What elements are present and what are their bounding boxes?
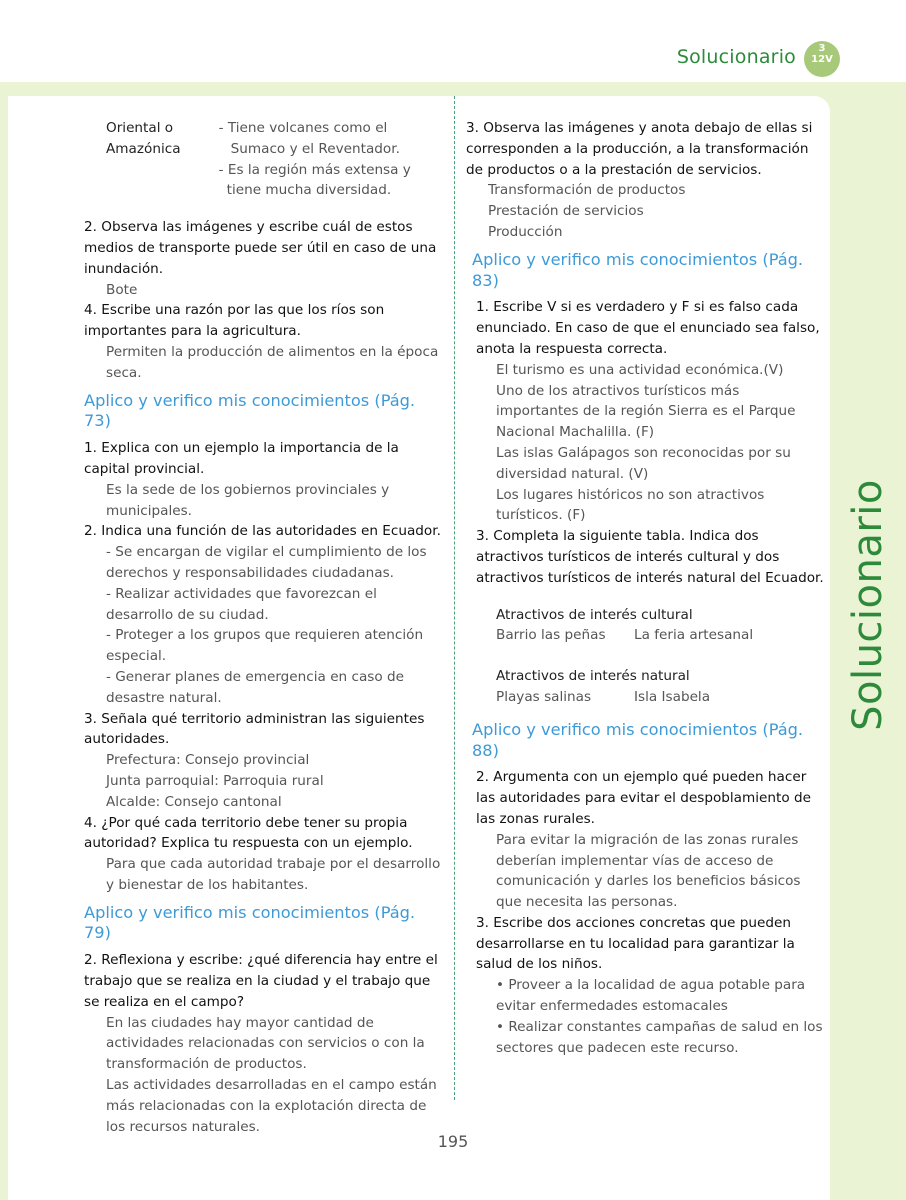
question: 2. Observa las imágenes y escribe cuál de estos medios de transporte puede ser útil en caso de una inundación.: [84, 219, 437, 277]
question: 2. Indica una función de las autoridades en Ecuador.: [84, 523, 441, 540]
region-name: Oriental o Amazónica: [106, 120, 181, 157]
question: 1. Explica con un ejemplo la importancia de la capital provincial.: [84, 440, 399, 477]
question: 4. Escribe una razón por las que los ríos son importantes para la agricultura.: [84, 302, 385, 340]
answer-item: - Generar planes de emergencia en caso de desastre natural.: [106, 668, 405, 706]
side-label: Solucionario: [845, 479, 891, 731]
answer-item: Producción: [488, 223, 563, 240]
answer-item: • Proveer a la localidad de agua potable para evitar enfermedades estomacales: [496, 977, 806, 1015]
table-title-cultural: Atractivos de interés cultural: [496, 606, 693, 623]
question: 3. Escribe dos acciones concretas que pueden desarrollarse en tu localidad para garantizar la salud de los niños.: [476, 914, 795, 973]
answer-item: Transformación de productos: [488, 182, 686, 199]
table-row-cultural: Barrio las peñas La feria artesanal: [496, 627, 754, 644]
region-description: - Tiene volcanes como el Sumaco y el Reventador. - Es la región más extensa y tiene mucha diversidad.: [218, 120, 411, 199]
question: 3. Completa la siguiente tabla. Indica dos atractivos turísticos de interés cultural y dos atractivos turísticos de interés natural del Ecuador.: [476, 528, 824, 586]
answer: Es la sede de los gobiernos provinciales y municipales.: [106, 481, 390, 519]
question: 4. ¿Por qué cada territorio debe tener su propia autoridad? Explica tu respuesta con un ejemplo.: [84, 814, 413, 852]
answer: Para evitar la migración de las zonas rurales deberían implementar vías de acceso de comunicación y darles los beneficios básicos que necesita las personas.: [496, 831, 801, 911]
section-heading: Aplico y verifico mis conocimientos (Pág. 73): [84, 390, 416, 431]
section-heading: Aplico y verifico mis conocimientos (Pág. 88): [472, 719, 804, 760]
question: 3. Señala qué territorio administran las siguientes autoridades.: [84, 710, 425, 748]
answer-item: El turismo es una actividad económica.(V): [496, 361, 784, 378]
answer-item: - Proteger a los grupos que requieren atención especial.: [106, 627, 424, 665]
answer: En las ciudades hay mayor cantidad de actividades relacionadas con servicios o con la transformación de productos.: [106, 1014, 425, 1073]
answer: Permiten la producción de alimentos en la época seca.: [106, 343, 439, 381]
question: 1. Escribe V si es verdadero y F si es falso cada enunciado. En caso de que el enunciado sea falso, anota la respuesta correcta.: [476, 299, 820, 357]
answer-item: • Realizar constantes campañas de salud en los sectores que padecen este recurso.: [496, 1018, 823, 1056]
answer: Las actividades desarrolladas en el campo están más relacionadas con la explotación directa de los recursos naturales.: [106, 1077, 437, 1135]
answer-item: Junta parroquial: Parroquia rural: [106, 772, 324, 789]
question: 3. Observa las imágenes y anota debajo de ellas si corresponden a la producción, a la transformación de productos o a la prestación de servicios.: [466, 120, 813, 178]
left-column: [84, 118, 442, 1137]
right-column: [466, 118, 826, 1058]
answer: Bote: [106, 281, 138, 298]
answer: Para que cada autoridad trabaje por el desarrollo y bienestar de los habitantes.: [106, 856, 441, 893]
answer-item: Uno de los atractivos turísticos más importantes de la región Sierra es el Parque Nacional Machalilla. (F): [496, 382, 796, 441]
table-row-natural: Playas salinas Isla Isabela: [496, 688, 711, 705]
answer-item: - Realizar actividades que favorezcan el desarrollo de su ciudad.: [106, 585, 377, 623]
header-band: [0, 0, 906, 82]
question: 2. Argumenta con un ejemplo qué pueden hacer las autoridades para evitar el despoblamiento de las zonas rurales.: [476, 769, 811, 827]
answer-item: - Se encargan de vigilar el cumplimiento de los derechos y responsabilidades ciudadanas.: [106, 544, 427, 581]
answer-item: Los lugares históricos no son atractivos turísticos. (F): [496, 486, 765, 524]
answer-item: Prefectura: Consejo provincial: [106, 752, 310, 769]
region-row: [84, 118, 442, 201]
answer-item: Las islas Galápagos son reconocidas por su diversidad natural. (V): [496, 444, 791, 482]
table-title-natural: Atractivos de interés natural: [496, 668, 690, 685]
badge-digit: 3: [818, 43, 826, 54]
badge-digit: 12V: [811, 54, 833, 65]
answer-item: Alcalde: Consejo cantonal: [106, 793, 282, 810]
column-divider: [454, 96, 455, 1100]
section-heading: Aplico y verifico mis conocimientos (Pág. 79): [84, 902, 416, 943]
page-number: 195: [437, 1132, 469, 1151]
section-heading: Aplico y verifico mis conocimientos (Pág. 83): [472, 249, 804, 290]
question: 2. Reflexiona y escribe: ¿qué diferencia hay entre el trabajo que se realiza en la ciudad y el trabajo que se realiza en el campo?: [84, 952, 438, 1010]
answer-item: Prestación de servicios: [488, 203, 644, 220]
solucionario-badge-icon: [804, 41, 840, 77]
header-title: Solucionario: [676, 46, 796, 68]
